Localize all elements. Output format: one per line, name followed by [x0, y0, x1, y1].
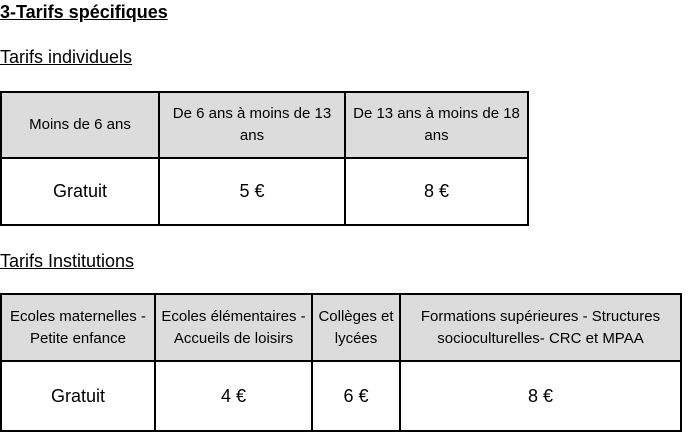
header-cell-under-6: Moins de 6 ans	[1, 92, 159, 158]
price-cell-higher-education: 8 €	[400, 361, 681, 431]
price-cell-preschool: Gratuit	[1, 361, 155, 431]
price-cell-13-to-18: 8 €	[345, 158, 528, 225]
table-header-row	[1, 294, 681, 361]
price-cell-elementary: 4 €	[155, 361, 312, 431]
price-cell-secondary: 6 €	[312, 361, 400, 431]
table-header-row	[1, 92, 528, 158]
header-cell-elementary: Ecoles élémentaires - Accueils de loisirs	[155, 294, 312, 361]
section-title: 3-Tarifs spécifiques	[0, 2, 168, 22]
header-cell-preschool: Ecoles maternelles - Petite enfance	[1, 294, 155, 361]
header-cell-13-to-18: De 13 ans à moins de 18 ans	[345, 92, 528, 158]
header-cell-higher-education: Formations supérieures - Structures socioculturelles- CRC et MPAA	[400, 294, 681, 361]
header-cell-secondary: Collèges et lycées	[312, 294, 400, 361]
institution-rates-table	[0, 293, 682, 432]
individual-rates-table	[0, 91, 529, 226]
price-cell-6-to-13: 5 €	[159, 158, 345, 225]
table-row	[1, 361, 681, 431]
individual-rates-title: Tarifs individuels	[0, 47, 133, 67]
price-cell-under-6: Gratuit	[1, 158, 159, 225]
institution-rates-title: Tarifs Institutions	[0, 251, 135, 271]
header-cell-6-to-13: De 6 ans à moins de 13 ans	[159, 92, 345, 158]
table-row	[1, 158, 528, 225]
